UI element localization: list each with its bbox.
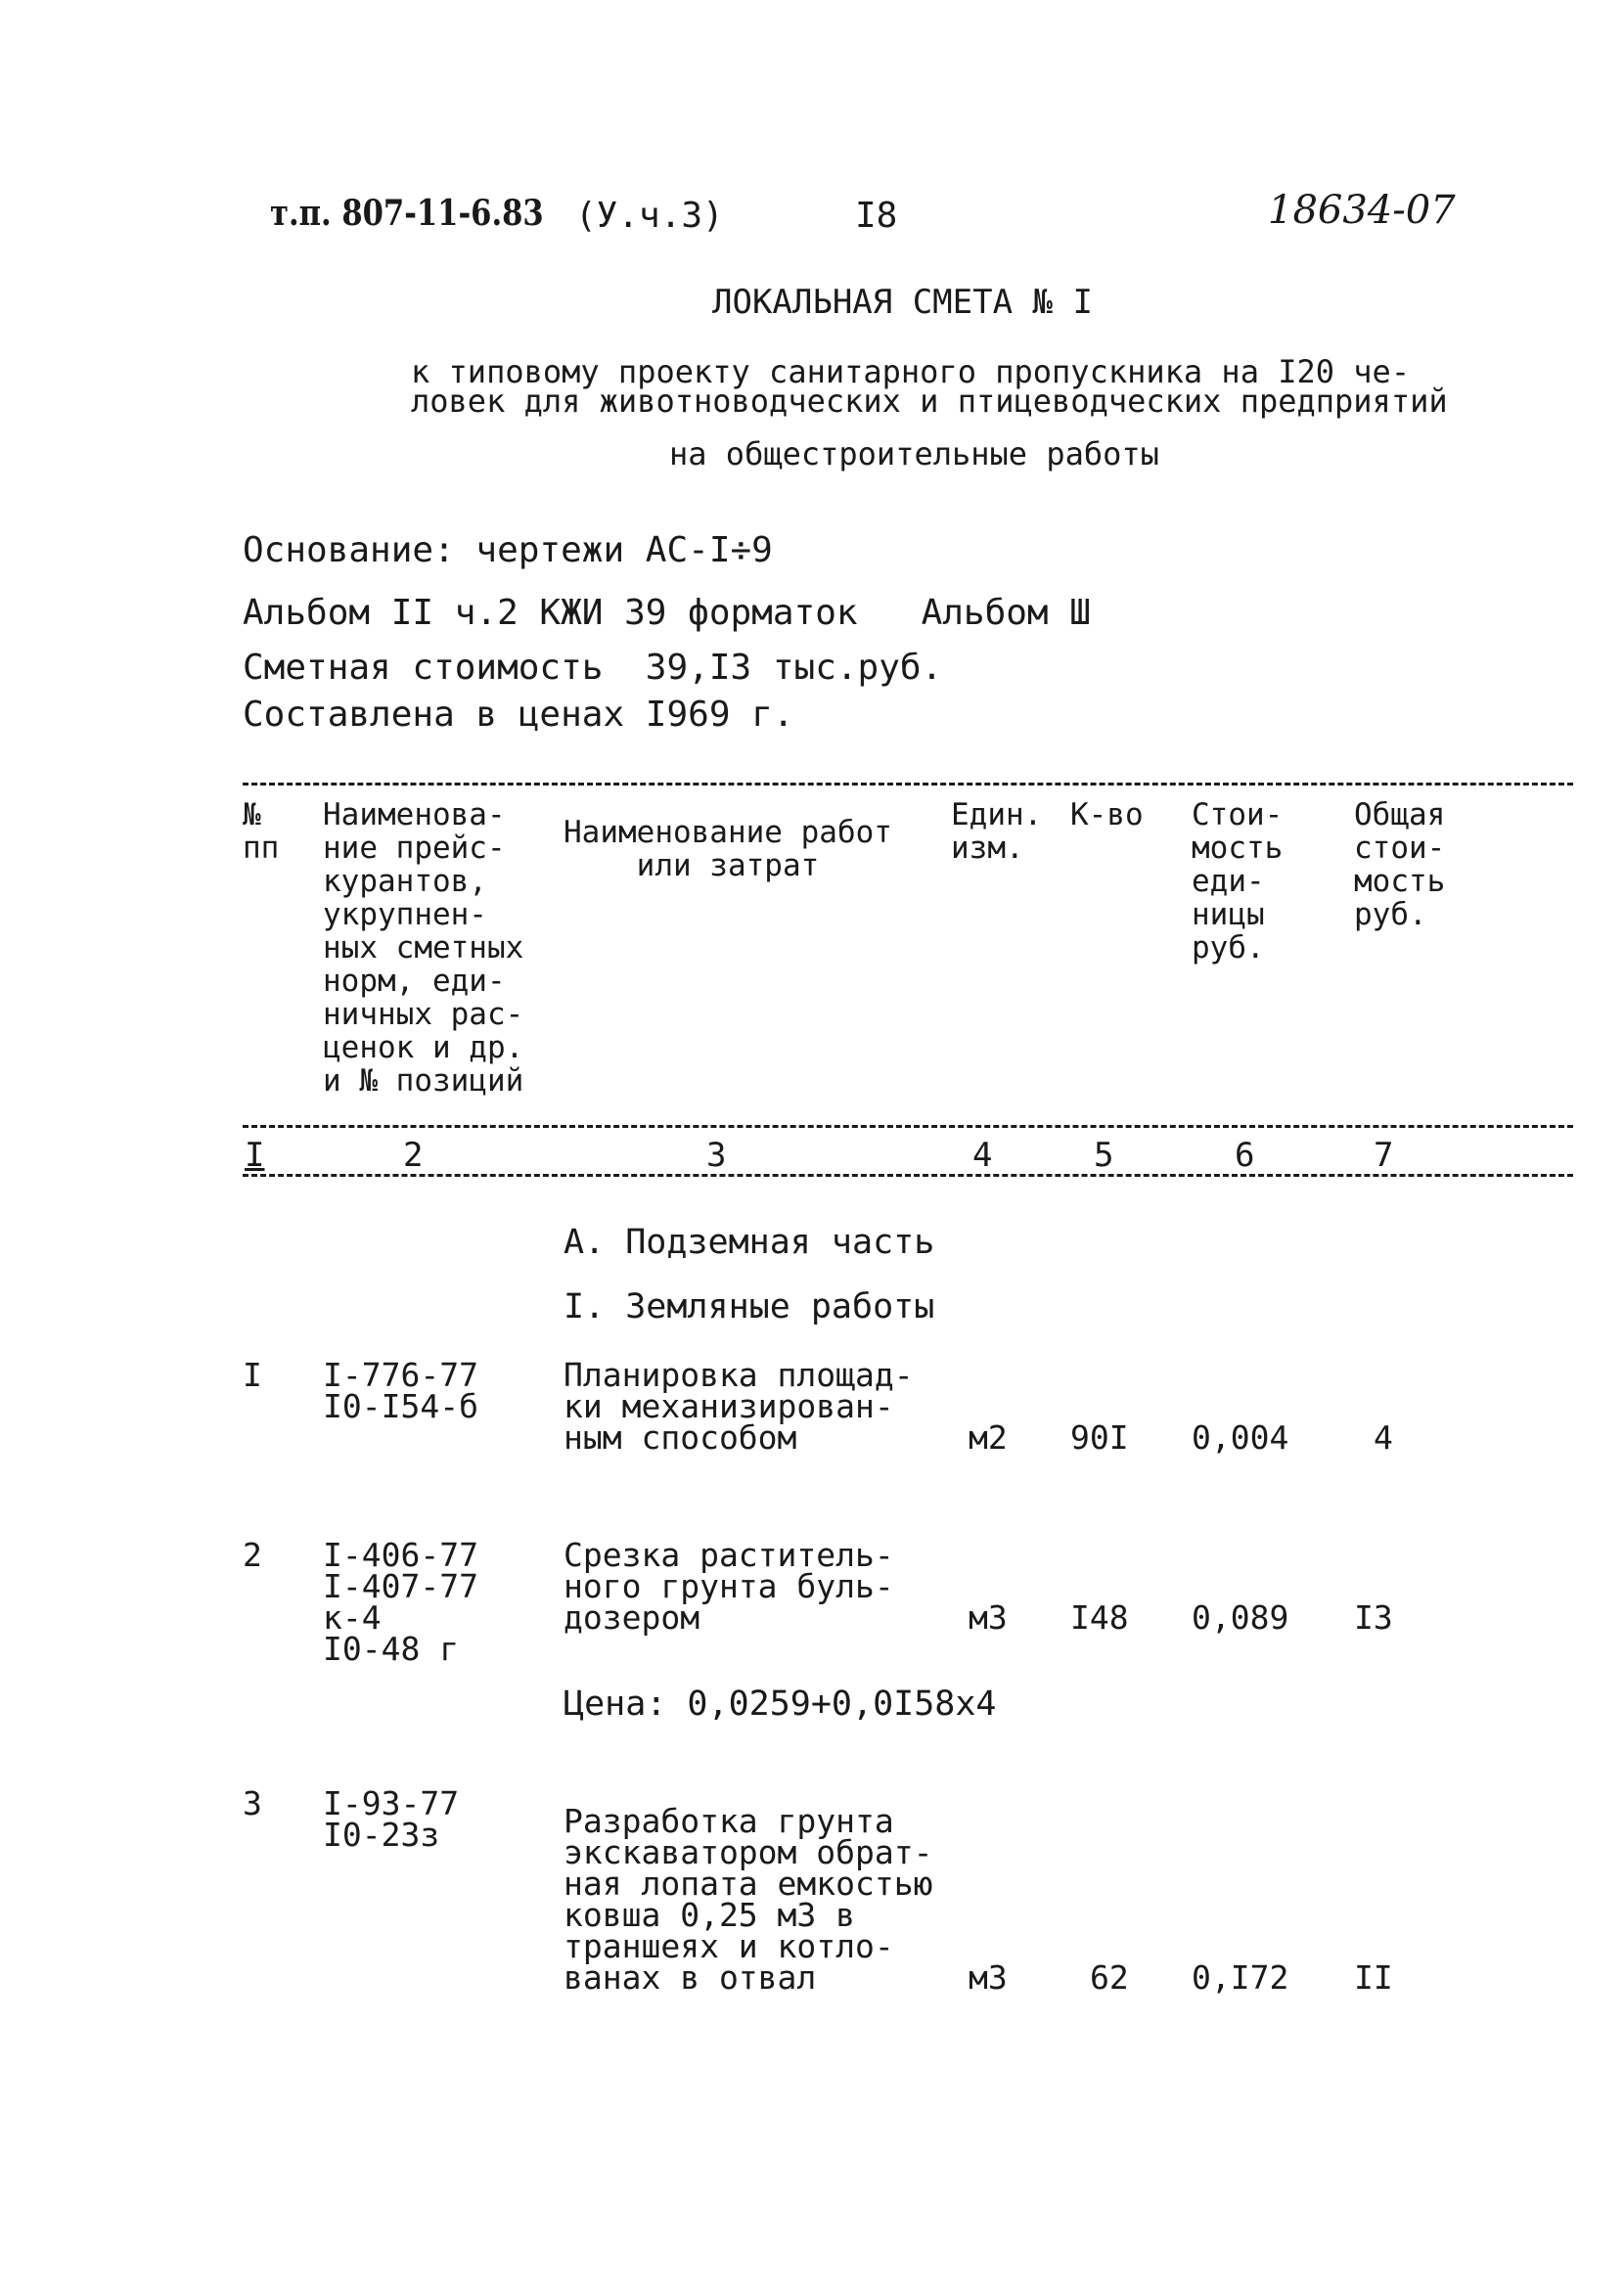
header-unit: Един. изм. (951, 797, 1043, 866)
section-heading-a: А. Подземная часть (564, 1223, 935, 1262)
header-quantity: К-во (1070, 797, 1144, 832)
cost-line: Сметная стоимость 39,I3 тыс.руб. (243, 648, 943, 688)
column-number-7: 7 (1374, 1136, 1394, 1175)
row-2-num: 2 (243, 1536, 262, 1574)
header-code: Наименова- ние прейс- курантов, укрупнен- ных сметных норм, еди- ничных рас- ценок и др. и № позиций (323, 797, 524, 1099)
row-3-code: I-93-77 I0-23з (323, 1784, 460, 1854)
title-line-2: к типовому проекту санитарного пропускника на I20 че- (411, 353, 1411, 390)
row-2-total: I3 (1354, 1598, 1393, 1637)
row-3-qty: 62 (1090, 1958, 1129, 1997)
row-1-num: I (243, 1356, 262, 1394)
header-num: № пп (243, 797, 280, 866)
row-3-price: 0,I72 (1192, 1958, 1289, 1997)
column-number-6: 6 (1235, 1136, 1255, 1175)
page-number: I8 (855, 196, 898, 236)
row-1-code: I-776-77 I0-I54-б (323, 1356, 478, 1425)
row-3-total: II (1354, 1958, 1393, 1997)
column-number-5: 5 (1094, 1136, 1114, 1175)
row-1-name: Планировка площад- ки механизирован- ным способом (564, 1356, 914, 1457)
header-unit-cost: Стои- мость еди- ницы руб. (1192, 797, 1284, 966)
row-3-unit: м3 (969, 1958, 1008, 1997)
album-line: Альбом II ч.2 КЖИ 39 форматок Альбом Ш (243, 593, 1091, 633)
column-number-2: 2 (403, 1136, 424, 1175)
section-heading-1: I. Земляные работы (564, 1287, 935, 1326)
row-2-price: 0,089 (1192, 1598, 1289, 1637)
project-code: т.п. 807-11-6.83 (270, 193, 544, 234)
row-2-unit: м3 (969, 1598, 1008, 1637)
row-1-unit: м2 (969, 1418, 1008, 1457)
column-numbers-top-rule (243, 1125, 1573, 1128)
row-1-total: 4 (1374, 1418, 1393, 1457)
row-1-price: 0,004 (1192, 1418, 1289, 1457)
row-3-num: 3 (243, 1784, 262, 1822)
title-line-3: ловек для животноводческих и птицеводческих предприятий (411, 382, 1448, 420)
header-work-name: Наименование работ или затрат (564, 815, 892, 883)
basis-line: Основание: чертежи АС-I÷9 (243, 530, 773, 570)
table-top-rule (243, 783, 1573, 786)
column-number-3: 3 (706, 1136, 727, 1175)
title-line-4: на общестроительные работы (669, 435, 1159, 472)
row-2-name: Срезка раститель- ного грунта буль- дозером (564, 1536, 894, 1637)
header-total-cost: Общая стои- мость руб. (1354, 797, 1446, 932)
row-2-price-note: Цена: 0,0259+0,0I58х4 (564, 1685, 997, 1724)
row-2-qty: I48 (1070, 1598, 1129, 1637)
row-3-name: Разработка грунта экскаватором обрат- ная лопата емкостью ковша 0,25 м3 в траншеях и котло- ванах в отвал (564, 1802, 933, 1997)
column-number-1: I (245, 1136, 265, 1175)
document-title: ЛОКАЛЬНАЯ СМЕТА № I (712, 283, 1093, 322)
column-number-4: 4 (972, 1136, 993, 1175)
row-2-code: I-406-77 I-407-77 к-4 I0-48 г (323, 1536, 478, 1668)
prices-line: Составлена в ценах I969 г. (243, 695, 794, 735)
column-numbers-bottom-rule (243, 1174, 1573, 1177)
volume-label: (У.ч.3) (575, 196, 724, 236)
row-1-qty: 90I (1070, 1418, 1129, 1457)
document-number: 18634-07 (1268, 188, 1456, 233)
